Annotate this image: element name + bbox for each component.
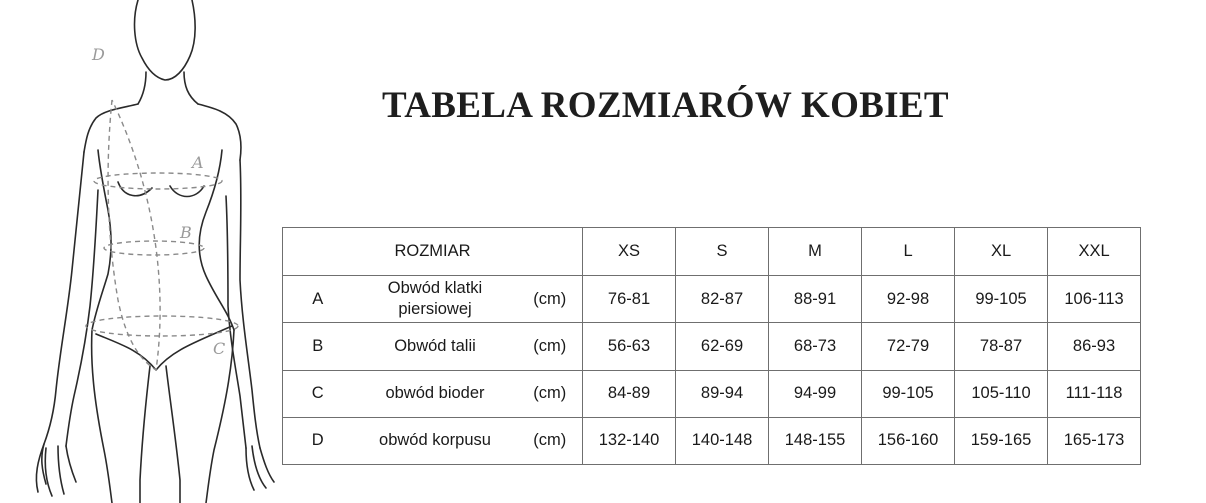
- table-cell: 159-165: [955, 417, 1048, 464]
- table-cell: 156-160: [862, 417, 955, 464]
- row-label: Obwód talii: [353, 323, 518, 370]
- figure-briefs: [96, 326, 232, 370]
- table-cell: 92-98: [862, 276, 955, 323]
- page-title: TABELA ROZMIARÓW KOBIET: [382, 85, 949, 126]
- row-unit: (cm): [518, 417, 583, 464]
- header-size-s: S: [676, 228, 769, 276]
- marker-a: A: [192, 153, 204, 172]
- table-cell: 94-99: [769, 370, 862, 417]
- row-letter: D: [283, 417, 353, 464]
- table-row: [283, 276, 1141, 323]
- figure-arm-left-inner: [66, 190, 98, 446]
- table-cell: 132-140: [583, 417, 676, 464]
- table-cell: 62-69: [676, 323, 769, 370]
- figure-hand-right: [246, 446, 274, 490]
- table-cell: 84-89: [583, 370, 676, 417]
- figure-head: [135, 0, 196, 80]
- figure-leg-left: [92, 330, 112, 503]
- table-row: [283, 323, 1141, 370]
- table-cell: 106-113: [1048, 276, 1141, 323]
- marker-c: C: [213, 339, 226, 358]
- table-cell: 148-155: [769, 417, 862, 464]
- table-cell: 111-118: [1048, 370, 1141, 417]
- bust-measure-line: [94, 173, 222, 189]
- header-size-xxl: XXL: [1048, 228, 1141, 276]
- table-row: [283, 370, 1141, 417]
- row-letter: C: [283, 370, 353, 417]
- table-cell: 76-81: [583, 276, 676, 323]
- table-cell: 68-73: [769, 323, 862, 370]
- table-cell: 82-87: [676, 276, 769, 323]
- body-measurement-figure: [0, 0, 290, 503]
- row-unit: (cm): [518, 370, 583, 417]
- table-header-row: [283, 228, 1141, 276]
- row-unit: (cm): [518, 323, 583, 370]
- table-cell: 88-91: [769, 276, 862, 323]
- row-label: obwód korpusu: [353, 417, 518, 464]
- header-size-m: M: [769, 228, 862, 276]
- header-size-label: ROZMIAR: [283, 228, 583, 276]
- figure-arm-left-outer: [42, 152, 84, 484]
- table-cell: 72-79: [862, 323, 955, 370]
- table-cell: 140-148: [676, 417, 769, 464]
- figure-neck-left: [138, 72, 146, 104]
- row-letter: A: [283, 276, 353, 323]
- header-size-xs: XS: [583, 228, 676, 276]
- table-cell: 89-94: [676, 370, 769, 417]
- row-label: Obwód klatki piersiowej: [353, 276, 518, 323]
- torso-measure-line: [108, 100, 160, 370]
- table-cell: 99-105: [955, 276, 1048, 323]
- marker-b: B: [180, 223, 192, 242]
- table-cell: 86-93: [1048, 323, 1141, 370]
- table-cell: 56-63: [583, 323, 676, 370]
- table-cell: 105-110: [955, 370, 1048, 417]
- table-row: [283, 417, 1141, 464]
- row-unit: (cm): [518, 276, 583, 323]
- header-size-l: L: [862, 228, 955, 276]
- row-letter: B: [283, 323, 353, 370]
- row-label: obwód bioder: [353, 370, 518, 417]
- waist-measure-line: [104, 241, 204, 255]
- marker-d: D: [92, 45, 105, 64]
- figure-inner-leg-right: [166, 366, 180, 503]
- figure-inner-leg-left: [140, 366, 150, 503]
- figure-arm-right-outer: [240, 160, 260, 448]
- size-table: [282, 227, 1141, 465]
- table-cell: 165-173: [1048, 417, 1141, 464]
- table-cell: 78-87: [955, 323, 1048, 370]
- figure-bust: [118, 182, 204, 197]
- table-cell: 99-105: [862, 370, 955, 417]
- header-size-xl: XL: [955, 228, 1048, 276]
- figure-neck-right: [184, 72, 198, 104]
- figure-shoulder-right: [198, 104, 241, 160]
